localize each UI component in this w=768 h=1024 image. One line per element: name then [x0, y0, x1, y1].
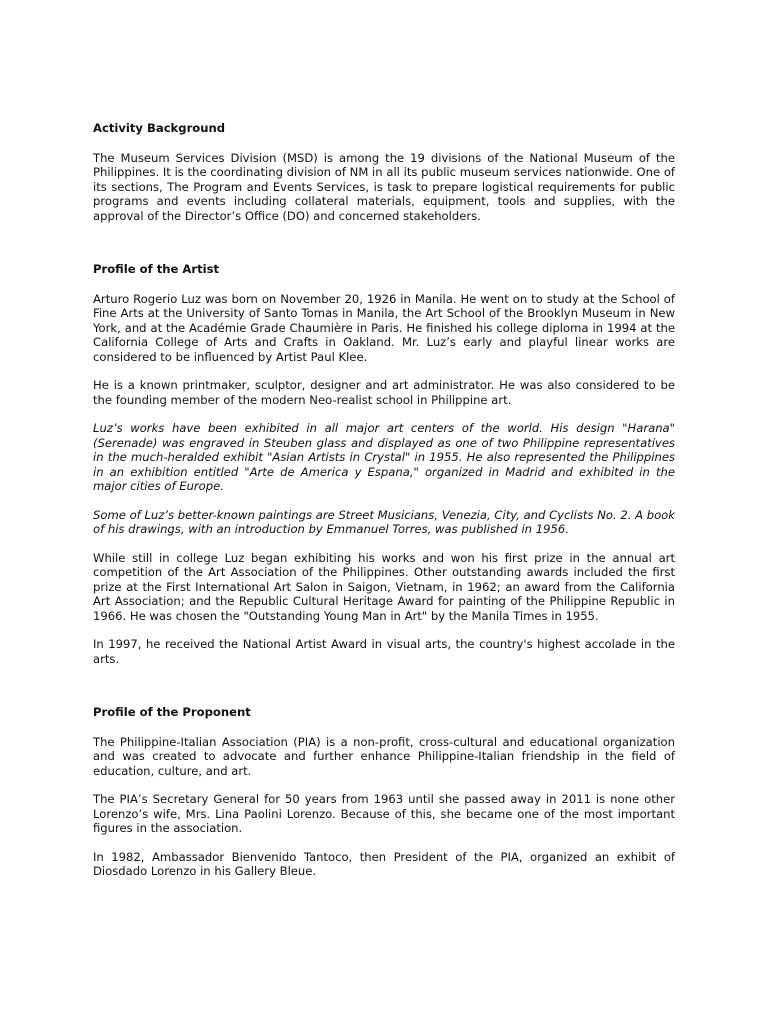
artist-paragraph-4: Some of Luz’s better-known paintings are Street Musicians, Venezia, City, and Cyclists No. 2. A book of his drawings, with an introduction by Emmanuel Torres, was published in 1956. [93, 507, 675, 536]
activity-paragraph-1: The Museum Services Division (MSD) is among the 19 divisions of the National Museum of the Philippines. It is the coordinating division of NM in all its public museum services nationwide. One of its sections, The Program and Events Services, is task to prepare logistical requirements for public programs and events including collateral materials, equipment, tools and supplies, with the approval of the Director’s Office (DO) and concerned stakeholders. [93, 150, 675, 223]
proponent-paragraph-2: The PIA’s Secretary General for 50 years from 1963 until she passed away in 2011 is none other Lorenzo’s wife, Mrs. Lina Paolini Lorenzo. Because of this, she became one of the most important figures in the association. [93, 792, 675, 835]
heading-profile-proponent: Profile of the Proponent [93, 705, 251, 719]
section-activity-background [93, 121, 675, 223]
document-body [93, 121, 675, 879]
artist-paragraph-2: He is a known printmaker, sculptor, designer and art administrator. He was also considered to be the founding member of the modern Neo-realist school in Philippine art. [93, 378, 675, 407]
section-profile-proponent [93, 705, 675, 879]
proponent-paragraph-3: In 1982, Ambassador Bienvenido Tantoco, then President of the PIA, organized an exhibit of Diosdado Lorenzo in his Gallery Bleue. [93, 849, 675, 878]
heading-profile-artist: Profile of the Artist [93, 262, 220, 276]
heading-activity-background: Activity Background [93, 121, 226, 135]
proponent-paragraph-1: The Philippine-Italian Association (PIA) is a non-profit, cross-cultural and educational organization and was created to advocate and further enhance Philippine-Italian friendship in the field of education, culture, and art. [93, 734, 675, 778]
artist-paragraph-6: In 1997, he received the National Artist Award in visual arts, the country's highest accolade in the arts. [93, 637, 675, 666]
artist-paragraph-3: Luz’s works have been exhibited in all major art centers of the world. His design "Harana" (Serenade) was engraved in Steuben glass and displayed as one of two Philippine representatives in the much-heralded exhibit "Asian Artists in Crystal" in 1955. He also represented the Philippines in an exhibition entitled "Arte de America y Espana," organized in Madrid and exhibited in the major cities of Europe. [93, 421, 675, 493]
artist-paragraph-1: Arturo Rogerio Luz was born on November 20, 1926 in Manila. He went on to study at the School of Fine Arts at the University of Santo Tomas in Manila, the Art School of the Brooklyn Museum in New York, and at the Académie Grade Chaumière in Paris. He finished his college diploma in 1994 at the California College of Arts and Crafts in Oakland. Mr. Luz’s early and playful linear works are considered to be influenced by Artist Paul Klee. [93, 291, 675, 364]
artist-paragraph-5: While still in college Luz began exhibiting his works and won his first prize in the annual art competition of the Art Association of the Philippines. Other outstanding awards included the first prize at the First International Art Salon in Saigon, Vietnam, in 1962; an award from the California Art Association; and the Republic Cultural Heritage Award for painting of the Philippine Republic in 1966. He was chosen the "Outstanding Young Man in Art" by the Manila Times in 1955. [93, 550, 675, 623]
section-profile-artist [93, 262, 675, 666]
